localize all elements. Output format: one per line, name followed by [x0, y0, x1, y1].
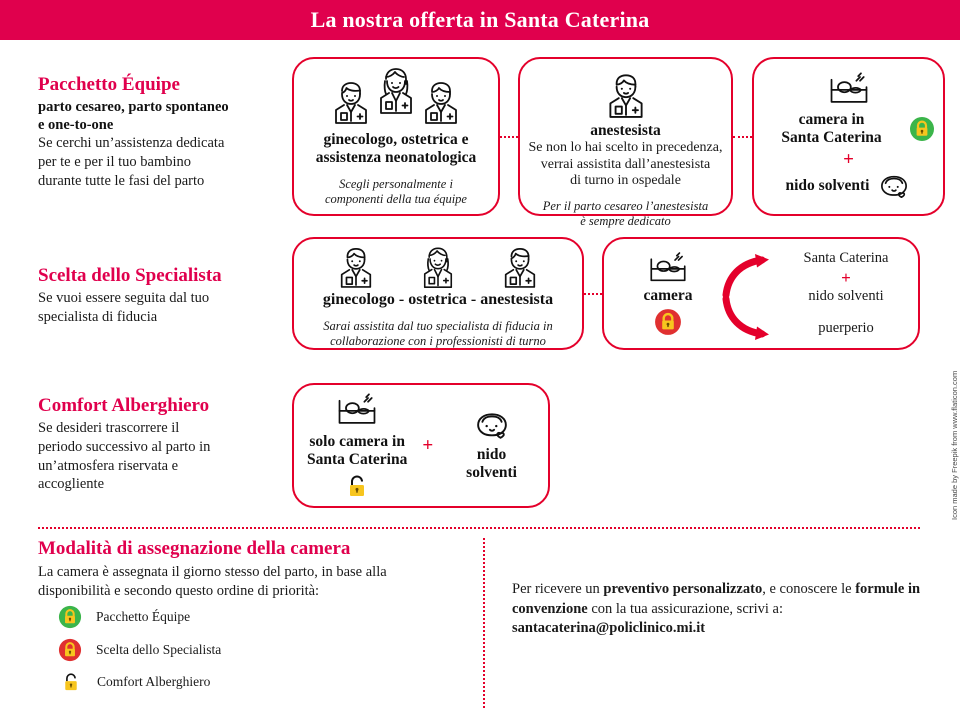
- section-comfort-alberghiero: [38, 395, 288, 494]
- bottom-divider-vertical: [483, 538, 485, 708]
- contact-bold-1: preventivo personalizzato: [603, 581, 763, 597]
- bottom-subtitle-line-2: disponibilità e secondo questo ordine di priorità:: [38, 582, 320, 599]
- legend-label: Pacchetto Équipe: [96, 609, 191, 624]
- doctor-group-icons: [330, 69, 462, 125]
- card-note-line-2: componenti della tua équipe: [325, 191, 467, 206]
- plus-symbol: +: [841, 268, 851, 287]
- card-label: camera: [643, 287, 693, 305]
- arrows-group: [722, 245, 784, 342]
- card-note-line-2: è sempre dedicato: [580, 214, 671, 229]
- section-body-line-2: periodo successivo al parto in: [38, 438, 211, 455]
- doctor-male-icon: [330, 77, 372, 125]
- card-equipe-team: [292, 57, 500, 216]
- card-body-line-1: Se non lo hai scelto in precedenza,: [528, 139, 723, 155]
- card-heading: anestesista: [590, 122, 661, 139]
- lock-closed-red-icon: [654, 308, 682, 336]
- arrow-curve-up-icon: [722, 253, 782, 297]
- section-body-line-3: un’atmosfera riservata e: [38, 457, 179, 474]
- section-body-line-3: durante tutte le fasi del parto: [38, 172, 205, 189]
- legend-label: Comfort Alberghiero: [97, 674, 211, 689]
- plus-symbol: +: [422, 435, 434, 456]
- doctor-female-icon: [418, 243, 458, 289]
- legend-label: Scelta dello Specialista: [96, 642, 222, 657]
- card-note-line-1: Per il parto cesareo l’anestesista: [542, 199, 709, 214]
- bed-icon: [826, 71, 872, 107]
- option-2: puerperio: [818, 320, 874, 336]
- page-header: [0, 0, 960, 40]
- card-left-line-1: solo camera in: [309, 432, 405, 450]
- card-heading-line-1: ginecologo, ostetrica e: [323, 131, 469, 148]
- arrow-curve-down-icon: [722, 297, 782, 341]
- lock-open-yellow-icon: [346, 473, 368, 499]
- connector-card2-card3: [733, 136, 752, 138]
- section-body-line-1: Se desideri trascorrere il: [38, 419, 180, 436]
- card-note-line-1: Sarai assistita dal tuo specialista di fiducia in: [323, 319, 553, 334]
- card-specialista-team: [292, 237, 584, 350]
- section-body-line-1: Se cerchi un’assistenza dedicata: [38, 135, 225, 152]
- nido-column: [447, 409, 536, 482]
- card-body-line-2: verrai assistita dall’anestesista: [540, 156, 711, 172]
- section-title: Comfort Alberghiero: [38, 395, 210, 416]
- card-note-line-1: Scegli personalmente i: [339, 176, 453, 191]
- lock-open-yellow-icon: [62, 670, 80, 694]
- section-title: Pacchetto Équipe: [38, 74, 180, 95]
- card-anestesista: [518, 57, 733, 229]
- contact-block: [512, 580, 942, 639]
- card-right-line-1: nido: [476, 446, 507, 464]
- plus-symbol: +: [843, 148, 854, 170]
- card-line-3: nido solventi: [785, 176, 870, 194]
- connector-row2-card1-card2: [584, 293, 602, 295]
- bottom-divider-horizontal: [38, 527, 920, 529]
- card-line-1: camera in: [798, 111, 865, 128]
- doctor-group-icons: [336, 243, 540, 289]
- bed-icon: [646, 251, 690, 285]
- page-title: La nostra offerta in Santa Caterina: [310, 7, 650, 32]
- doctor-male-icon: [604, 69, 648, 119]
- section-body-line-2: per te e per il tuo bambino: [38, 153, 192, 170]
- legend-item-scelta-specialista: [58, 638, 221, 662]
- card-camera-nido: [752, 57, 945, 216]
- baby-face-icon: [472, 409, 512, 441]
- contact-email[interactable]: santacaterina@policlinico.mi.it: [512, 620, 706, 637]
- legend-item-pacchetto-equipe: [58, 605, 190, 629]
- section-scelta-specialista: [38, 265, 288, 327]
- contact-text-3: con la tua assicurazione, scrivi a:: [587, 600, 783, 617]
- card-camera-scelta: [602, 237, 920, 350]
- bottom-section-title: Modalità di assegnazione della camera: [38, 538, 351, 559]
- section-body-line-4: accogliente: [38, 476, 105, 493]
- doctor-male-icon: [420, 77, 462, 125]
- card-left-line-2: Santa Caterina: [307, 450, 408, 468]
- card-right-line-2: solventi: [466, 464, 517, 481]
- card-heading: ginecologo - ostetrica - anestesista: [322, 291, 554, 308]
- doctor-male-icon: [500, 243, 540, 289]
- card-heading-line-2: assistenza neonatologica: [315, 148, 477, 166]
- section-subtitle-line-2: e one-to-one: [38, 116, 114, 133]
- card-note-line-2: collaborazione con i professionisti di turno: [330, 334, 546, 349]
- section-pacchetto-equipe: [38, 74, 288, 191]
- card-comfort-camera: [292, 383, 550, 508]
- card-line-2: Santa Caterina: [781, 128, 882, 146]
- option-1-line-1: Santa Caterina: [803, 250, 889, 266]
- bottom-subtitle-line-1: La camera è assegnata il giorno stesso del parto, in base alla: [38, 564, 387, 580]
- bottom-section-subtitle: [38, 563, 468, 600]
- baby-face-icon: [877, 172, 911, 200]
- option-1-line-2: nido solventi: [808, 288, 884, 304]
- lock-closed-red-icon: [58, 638, 82, 662]
- contact-bold-2: formule in convenzione: [512, 581, 921, 617]
- contact-text-2: , e conoscere le: [762, 581, 856, 597]
- doctor-female-icon: [374, 63, 418, 115]
- camera-column: [614, 251, 722, 336]
- camera-column: [306, 392, 408, 500]
- lock-closed-green-icon: [58, 605, 82, 629]
- contact-text-1: Per ricevere un: [512, 581, 604, 597]
- section-subtitle-line-1: parto cesareo, parto spontaneo: [38, 98, 229, 115]
- options-column: [784, 250, 908, 337]
- doctor-male-icon: [336, 243, 376, 289]
- lock-closed-green-icon: [909, 116, 935, 142]
- bed-icon: [334, 392, 380, 428]
- section-title: Scelta dello Specialista: [38, 265, 222, 286]
- connector-card1-card2: [500, 136, 518, 138]
- section-body-line-1: Se vuoi essere seguita dal tuo: [38, 289, 210, 306]
- card-body-line-3: di turno in ospedale: [570, 173, 681, 189]
- legend-item-comfort-alberghiero: [62, 670, 210, 694]
- section-body-line-2: specialista di fiducia: [38, 308, 158, 325]
- attribution-credit: Icon made by Freepik from www.flaticon.com: [950, 370, 959, 520]
